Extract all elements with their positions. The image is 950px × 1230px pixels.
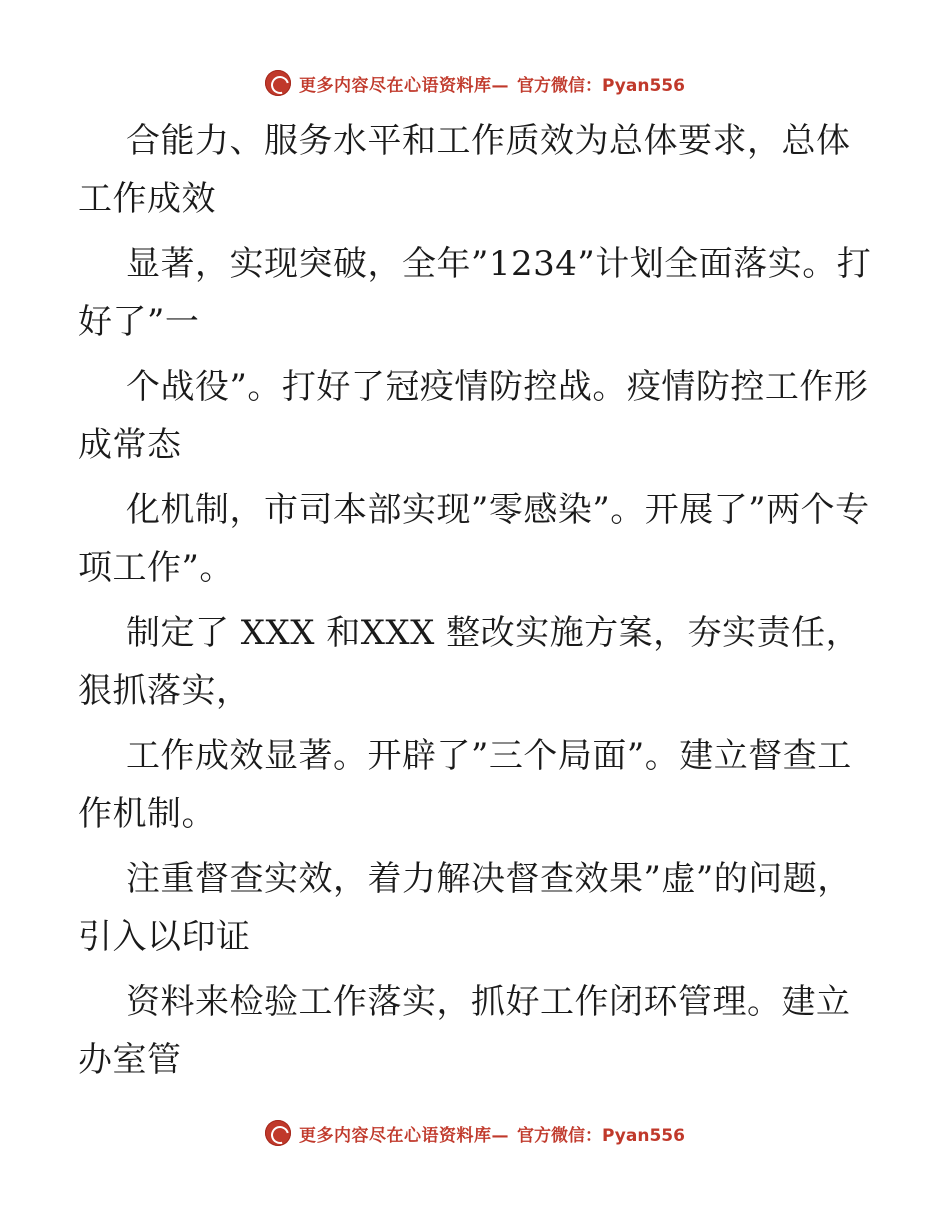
paragraph-line: 注重督查实效，着力解决督查效果”虚”的问题，引入以印证	[78, 858, 852, 958]
paragraph-line: 制定了 XXX 和XXX 整改实施方案，夯实责任，狠抓落实，	[78, 612, 861, 712]
watermark-handle-top: 官方微信：Pyan556	[517, 75, 685, 96]
paragraph-line: 合能力、服务水平和工作质效为总体要求，总体工作成效	[78, 121, 851, 220]
heart-logo-icon	[265, 1120, 291, 1146]
watermark-handle-bottom: 官方微信：Pyan556	[517, 1125, 685, 1146]
paragraph-line: 化机制，市司本部实现”零感染”。开展了”两个专项工作”。	[78, 489, 870, 589]
paragraph-line: 资料来检验工作落实，抓好工作闭环管理。建立办室管	[78, 981, 851, 1081]
document-text-body	[78, 112, 878, 1096]
watermark-text-top: 更多内容尽在心语资料库—	[299, 75, 510, 96]
watermark-banner-top	[0, 70, 950, 96]
watermark-text-bottom: 更多内容尽在心语资料库—	[299, 1125, 510, 1146]
paragraph-line: 显著，实现突破，全年”1234”计划全面落实。打好了”一	[78, 243, 872, 343]
watermark-banner-bottom	[0, 1120, 950, 1146]
heart-logo-icon	[265, 70, 291, 96]
paragraph-line: 工作成效显著。开辟了”三个局面”。建立督查工作机制。	[78, 735, 852, 835]
paragraph-line: 个战役”。打好了冠疫情防控战。疫情防控工作形成常态	[78, 366, 869, 466]
